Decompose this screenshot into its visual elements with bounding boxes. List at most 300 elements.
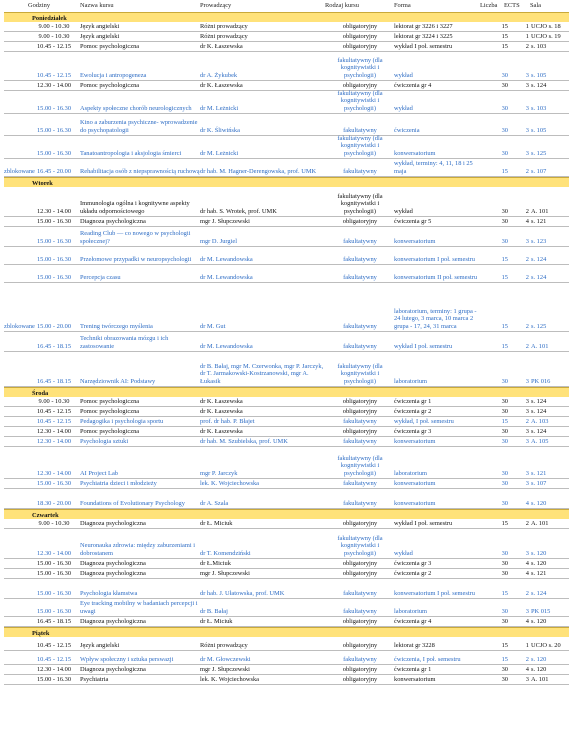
row-type: obligatoryjny: [342, 22, 378, 30]
row-form: wykład: [394, 71, 413, 79]
row-ects: 1: [525, 22, 529, 30]
row-form: wykład I poł. semestru: [394, 342, 453, 350]
row-type: fakultatywny: [343, 342, 377, 350]
header-ects: ECTS: [504, 2, 520, 9]
row-form: ćwiczenia gr 2: [394, 569, 432, 577]
row-form: konwersatorium: [394, 237, 436, 245]
row-form: wykład I poł. semestru: [394, 42, 453, 50]
table-row: [4, 665, 569, 675]
row-type: fakultatywny (dla kognitywistki i psychologii): [337, 90, 383, 112]
row-time: 10.45 - 12.15: [36, 407, 72, 415]
row-room: s. 123: [531, 237, 547, 245]
row-type: obligatoryjny: [342, 81, 378, 89]
row-ects: 3: [525, 71, 529, 79]
row-count: 15: [501, 589, 508, 597]
row-count: 30: [501, 607, 508, 615]
row-count: 15: [501, 655, 508, 663]
table-row: [4, 352, 569, 387]
row-count: 30: [501, 126, 508, 134]
row-ects: 3: [525, 81, 529, 89]
row-ects: 4: [525, 569, 529, 577]
table-header: [0, 0, 573, 12]
row-ects: 2: [525, 207, 529, 215]
row-count: 15: [501, 322, 508, 330]
row-teacher: mgr J. Słupczewski: [200, 665, 250, 673]
day-header: [4, 12, 569, 22]
table-row: [4, 187, 569, 217]
row-room: A. 103: [531, 417, 549, 425]
row-time: 15.00 - 16.30: [36, 126, 72, 134]
row-room: UCJO s. 18: [531, 22, 561, 30]
row-course: Język angielski: [80, 32, 120, 40]
row-form: ćwiczenia gr 2: [394, 407, 432, 415]
row-form: laboratorium: [394, 469, 428, 477]
row-time: 9.00 - 10.30: [38, 32, 70, 40]
row-time: 15.00 - 16.30: [36, 559, 72, 567]
row-room: s. 124: [531, 255, 547, 263]
row-form: konwersatorium: [394, 675, 436, 683]
row-count: 30: [501, 104, 508, 112]
row-room: s. 105: [531, 126, 547, 134]
table-row: [4, 91, 569, 114]
row-count: 30: [501, 499, 508, 507]
row-type: fakultatywny: [343, 589, 377, 597]
table-row: [4, 247, 569, 265]
row-count: 15: [501, 22, 508, 30]
row-form: ćwiczenia gr 4: [394, 81, 432, 89]
row-type: fakultatywny: [343, 126, 377, 134]
day-name: Piątek: [32, 629, 50, 637]
row-teacher: dr M. Leżnicki: [200, 149, 239, 157]
row-time: 12.30 - 14.00: [36, 207, 72, 215]
row-teacher: dr A. Żykubek: [200, 71, 238, 79]
row-room: s. 120: [531, 499, 547, 507]
row-teacher: dr M. Głowczewski: [200, 655, 251, 663]
row-teacher: dr hab. S. Wrotek, prof. UMK: [200, 207, 277, 215]
row-course: Diagnoza psychologiczna: [80, 559, 146, 567]
row-room: s. 120: [531, 665, 547, 673]
row-type: obligatoryjny: [342, 42, 378, 50]
row-ects: 4: [525, 499, 529, 507]
row-course: Język angielski: [80, 641, 120, 649]
row-type: fakultatywny: [343, 437, 377, 445]
row-ects: 2: [525, 519, 529, 527]
table-row: [4, 32, 569, 42]
row-type: fakultatywny: [343, 273, 377, 281]
row-form: laboratorium: [394, 377, 428, 385]
row-type: obligatoryjny: [342, 407, 378, 415]
row-teacher: dr B. Bałaj, mgr M. Czerwonka, mgr P. Jarczyk, dr T. Jarmakowski-Kostrzanowski, mgr A. Łukasik: [200, 363, 324, 385]
row-teacher: Różni prowadzący: [200, 22, 248, 30]
row-count: 30: [501, 397, 508, 405]
row-teacher: dr Ł.Miciuk: [200, 559, 231, 567]
row-ects: 2: [525, 589, 529, 597]
row-count: 15: [501, 167, 508, 175]
row-time: 15.00 - 16.30: [36, 675, 72, 683]
row-count: 30: [501, 675, 508, 683]
row-form: lektorat gr 3224 i 3225: [394, 32, 453, 40]
row-teacher: dr M. Lewandowska: [200, 342, 253, 350]
table-row: [4, 637, 569, 651]
row-type: fakultatywny (dla kognitywistki i psychologii): [337, 135, 383, 157]
row-teacher: mgr P. Jarczyk: [200, 469, 238, 477]
row-teacher: lek. K. Wojciechowska: [200, 479, 259, 487]
row-teacher: prof. dr hab. P. Błajet: [200, 417, 255, 425]
row-ects: 3: [525, 237, 529, 245]
row-course: Psychologia kłamstwa: [80, 589, 138, 597]
row-teacher: dr Ł. Miciuk: [200, 519, 233, 527]
row-room: s. 124: [531, 81, 547, 89]
row-teacher: dr hab. M. Szubielska, prof. UMK: [200, 437, 288, 445]
row-form: wykład, terminy: 4, 11, 18 i 25 maja: [394, 160, 473, 175]
row-type: fakultatywny (dla kognitywistki i psychologii): [337, 193, 383, 215]
row-type: fakultatywny: [343, 655, 377, 663]
row-room: s. 121: [531, 569, 547, 577]
row-count: 30: [501, 407, 508, 415]
row-form: wykład: [394, 207, 413, 215]
header-room: Sala: [530, 2, 542, 9]
row-time: 15.00 - 16.30: [36, 149, 72, 157]
row-count: 30: [501, 569, 508, 577]
row-room: A. 105: [531, 437, 549, 445]
row-type: obligatoryjny: [342, 617, 378, 625]
row-type: fakultatywny (dla kognitywistki i psychologii): [337, 57, 383, 79]
row-type: obligatoryjny: [342, 397, 378, 405]
row-form: ćwiczenia: [394, 126, 420, 134]
table-row: [4, 479, 569, 489]
row-room: s. 125: [531, 322, 547, 330]
row-time: 15.00 - 16.30: [36, 479, 72, 487]
row-count: 30: [501, 377, 508, 385]
row-time: 16.45 - 20.00: [36, 167, 72, 175]
row-room: s. 105: [531, 71, 547, 79]
row-ects: 3: [525, 397, 529, 405]
row-type: fakultatywny (dla kognitywistki i psychologii): [337, 455, 383, 477]
row-type: obligatoryjny: [342, 519, 378, 527]
row-course: Język angielski: [80, 22, 120, 30]
row-form: wykład I poł. semestru: [394, 519, 453, 527]
row-form: ćwiczenia gr 1: [394, 665, 432, 673]
table-row: [4, 675, 569, 685]
table-row: [4, 437, 569, 447]
row-room: A. 101: [531, 519, 549, 527]
table-row: [4, 332, 569, 352]
row-type: obligatoryjny: [342, 427, 378, 435]
row-form: konwersatorium: [394, 479, 436, 487]
row-form: lektorat gr 3226 i 3227: [394, 22, 453, 30]
row-course: Diagnoza psychologiczna: [80, 217, 146, 225]
day-header: [4, 509, 569, 519]
row-count: 30: [501, 549, 508, 557]
day-name: Czwartek: [32, 511, 59, 519]
row-time: 15.00 - 16.30: [36, 104, 72, 112]
row-count: 15: [501, 519, 508, 527]
table-row: [4, 136, 569, 159]
row-time: 10.45 - 12.15: [36, 42, 72, 50]
row-type: fakultatywny: [343, 607, 377, 615]
row-time: 10.45 - 12.15: [36, 655, 72, 663]
row-time: 9.00 - 10.30: [38, 22, 70, 30]
row-time: 15.00 - 16.30: [36, 255, 72, 263]
row-course: Wpływ społeczny i sztuka perswazji: [80, 655, 174, 663]
row-time: 10.45 - 12.15: [36, 417, 72, 425]
row-ects: 2: [525, 342, 529, 350]
day-name: Wtorek: [32, 179, 53, 187]
row-form: ćwiczenia gr 4: [394, 617, 432, 625]
row-count: 30: [501, 81, 508, 89]
table-row: [4, 427, 569, 437]
row-ects: 4: [525, 217, 529, 225]
row-time: 15.00 - 16.30: [36, 273, 72, 281]
row-count: 15: [501, 42, 508, 50]
table-row: [4, 283, 569, 332]
row-count: 15: [501, 641, 508, 649]
row-teacher: dr hab. J. Ułatowska, prof. UMK: [200, 589, 285, 597]
row-time: 9.00 - 10.30: [38, 397, 70, 405]
row-course: Diagnoza psychologiczna: [80, 569, 146, 577]
table-row: [4, 81, 569, 91]
header-teacher: Prowadzący: [200, 2, 232, 9]
row-form: ćwiczenia gr 3: [394, 427, 432, 435]
row-room: s. 121: [531, 217, 547, 225]
row-course: Rehabilitacja osób z niepsprawnością ruchową: [80, 167, 200, 175]
row-type: fakultatywny: [343, 499, 377, 507]
row-teacher: dr K. Łaszewska: [200, 81, 243, 89]
row-teacher: dr M. Leżnicki: [200, 104, 239, 112]
row-course: Aspekty społeczne chorób neurologicznych: [80, 104, 192, 112]
row-course: AI Project Lab: [80, 469, 118, 477]
row-ects: 2: [525, 167, 529, 175]
row-time: 12.30 - 14.00: [36, 665, 72, 673]
row-room: s. 124: [531, 407, 547, 415]
row-teacher: dr Ł. Miciuk: [200, 617, 233, 625]
day-header: [4, 627, 569, 637]
row-form: konwersatorium II poł. semestru: [394, 273, 478, 281]
table-row: [4, 397, 569, 407]
row-form: lektorat gr 3228: [394, 641, 435, 649]
row-form: wykład: [394, 549, 413, 557]
row-teacher: dr M. Gut: [200, 322, 226, 330]
row-room: s. 120: [531, 655, 547, 663]
row-ects: 3: [525, 104, 529, 112]
row-room: s. 124: [531, 427, 547, 435]
table-row: [4, 42, 569, 52]
row-form: ćwiczenia gr 1: [394, 397, 432, 405]
row-form: konwersatorium: [394, 437, 436, 445]
table-row: [4, 529, 569, 559]
row-room: s. 124: [531, 273, 547, 281]
row-form: konwersatorium: [394, 499, 436, 507]
row-ects: 3: [525, 549, 529, 557]
row-course: Pomoc psychologiczna: [80, 42, 140, 50]
row-teacher: Różni prowadzący: [200, 32, 248, 40]
row-type: obligatoryjny: [342, 675, 378, 683]
row-ects: 2: [525, 255, 529, 263]
row-room: UCJO s. 20: [531, 641, 561, 649]
table-row: [4, 447, 569, 479]
row-ects: 4: [525, 559, 529, 567]
row-room: s. 107: [531, 479, 547, 487]
row-form: ćwiczenia, I poł. semestru: [394, 655, 461, 663]
day-name: Środa: [32, 389, 49, 397]
row-course: Neuronauka zdrowia: między zaburzeniami i dobrostanem: [80, 542, 195, 557]
row-time: 15.00 - 16.30: [36, 237, 72, 245]
row-course: Narzędziownik AI: Podstawy: [80, 377, 156, 385]
row-ects: 3: [525, 427, 529, 435]
row-teacher: dr hab. M. Hagner-Derengowska, prof. UMK: [200, 167, 317, 175]
row-count: 30: [501, 469, 508, 477]
row-course: Przełomowe przypadki w neuropsychologii: [80, 255, 192, 263]
header-course: Nazwa kursu: [80, 2, 114, 9]
row-ects: 2: [525, 273, 529, 281]
row-course: Trening twórczego myślenia: [80, 322, 153, 330]
row-type: obligatoryjny: [342, 559, 378, 567]
row-ects: 3: [525, 675, 529, 683]
row-course: Diagnoza psychologiczna: [80, 519, 146, 527]
row-room: PK 015: [531, 607, 551, 615]
header-count: Liczba: [480, 2, 498, 9]
row-form: ćwiczenia gr 5: [394, 217, 432, 225]
row-teacher: mgr J. Słupczewski: [200, 217, 250, 225]
row-course: Eye tracking mobilny w badaniach percepcji i uwagi: [80, 600, 198, 615]
row-type: fakultatywny: [343, 479, 377, 487]
row-type: fakultatywny: [343, 322, 377, 330]
row-teacher: dr M. Lewandowska: [200, 255, 253, 263]
row-count: 30: [501, 217, 508, 225]
row-form: laboratorium, terminy: 1 grupa - 24 lutego, 3 marca, 10 marca 2 grupa - 17, 24, 31 marca: [394, 308, 477, 330]
row-count: 30: [501, 71, 508, 79]
row-room: A. 101: [531, 342, 549, 350]
row-room: s. 120: [531, 549, 547, 557]
row-count: 30: [501, 437, 508, 445]
row-room: s. 124: [531, 589, 547, 597]
row-course: Psychiatria dzieci i młodzieży: [80, 479, 157, 487]
day-header: [4, 177, 569, 187]
row-course: Diagnoza psychologiczna: [80, 665, 146, 673]
row-course: Techniki obrazowania mózgu i ich zastosowanie: [80, 335, 169, 350]
row-room: s. 120: [531, 617, 547, 625]
row-time: 15.00 - 16.30: [36, 607, 72, 615]
row-ects: 3: [525, 607, 529, 615]
row-form: konwersatorium I poł. semestru: [394, 255, 475, 263]
row-ects: 3: [525, 407, 529, 415]
row-course: Tanatoantropologia i aksjologia śmierci: [80, 149, 182, 157]
row-time: 10.45 - 12.15: [36, 641, 72, 649]
row-count: 30: [501, 237, 508, 245]
table-row: [4, 569, 569, 579]
row-count: 30: [501, 207, 508, 215]
row-ects: 3: [525, 126, 529, 134]
row-room: s. 103: [531, 104, 547, 112]
header-type: Rodzaj kursu: [325, 2, 359, 9]
row-teacher: dr K. Łaszewska: [200, 397, 243, 405]
row-teacher: mgr J. Słupczewski: [200, 569, 250, 577]
row-room: A. 101: [531, 207, 549, 215]
row-course: Pomoc psychologiczna: [80, 427, 140, 435]
row-room: s. 103: [531, 42, 547, 50]
row-time: 10.45 - 12.15: [36, 71, 72, 79]
table-row: [4, 417, 569, 427]
row-room: PK 016: [531, 377, 551, 385]
table-row: [4, 489, 569, 509]
row-ects: 3: [525, 469, 529, 477]
table-row: [4, 519, 569, 529]
row-count: 30: [501, 665, 508, 673]
row-teacher: dr K. Łaszewska: [200, 407, 243, 415]
row-block-note: zblokowane: [4, 322, 35, 330]
row-type: fakultatywny (dla kognitywistki i psychologii): [337, 363, 383, 385]
row-time: 16.45 - 18.15: [36, 342, 72, 350]
row-type: fakultatywny: [343, 167, 377, 175]
table-row: [4, 559, 569, 569]
table-row: [4, 651, 569, 665]
row-room: s. 107: [531, 167, 547, 175]
row-time: 12.30 - 14.00: [36, 427, 72, 435]
row-course: Reading Club — co nowego w psychologii społecznej?: [80, 230, 191, 245]
row-time: 15.00 - 20.00: [36, 322, 72, 330]
row-course: Ewolucja i antropogeneza: [80, 71, 147, 79]
row-form: konwersatorium: [394, 149, 436, 157]
row-type: fakultatywny: [343, 417, 377, 425]
row-form: laboratorium: [394, 607, 428, 615]
table-row: [4, 265, 569, 283]
table-row: [4, 159, 569, 177]
row-time: 15.00 - 16.30: [36, 217, 72, 225]
row-type: obligatoryjny: [342, 217, 378, 225]
row-type: fakultatywny: [343, 237, 377, 245]
row-ects: 1: [525, 32, 529, 40]
row-teacher: dr K. Śliwińska: [200, 126, 240, 134]
row-form: ćwiczenia gr 3: [394, 559, 432, 567]
day-name: Poniedziałek: [32, 14, 67, 22]
row-count: 30: [501, 479, 508, 487]
row-form: wykład, I poł. semestru: [394, 417, 454, 425]
row-ects: 3: [525, 437, 529, 445]
day-header: [4, 387, 569, 397]
table-row: [4, 22, 569, 32]
row-course: Pomoc psychologiczna: [80, 407, 140, 415]
row-count: 15: [501, 342, 508, 350]
row-course: Diagnoza psychologiczna: [80, 617, 146, 625]
row-course: Pedagogika i psychologia sportu: [80, 417, 164, 425]
table-row: [4, 52, 569, 81]
row-count: 15: [501, 32, 508, 40]
table-row: [4, 217, 569, 227]
table-row: [4, 599, 569, 617]
row-type: obligatoryjny: [342, 569, 378, 577]
row-teacher: mgr D. Jurgiel: [200, 237, 237, 245]
row-ects: 2: [525, 322, 529, 330]
row-ects: 2: [525, 417, 529, 425]
row-time: 16.45 - 18.15: [36, 377, 72, 385]
row-time: 12.30 - 14.00: [36, 469, 72, 477]
header-time: Godziny: [28, 2, 51, 9]
row-room: s. 125: [531, 149, 547, 157]
row-teacher: dr A. Szala: [200, 499, 229, 507]
table-row: [4, 227, 569, 247]
row-count: 15: [501, 255, 508, 263]
row-count: 30: [501, 427, 508, 435]
row-type: fakultatywny (dla kognitywistki i psychologii): [337, 535, 383, 557]
row-count: 30: [501, 149, 508, 157]
table-row: [4, 579, 569, 599]
row-count: 15: [501, 417, 508, 425]
row-teacher: dr B. Bałaj: [200, 607, 228, 615]
table-row: [4, 617, 569, 627]
row-ects: 2: [525, 42, 529, 50]
row-time: 18.30 - 20.00: [36, 499, 72, 507]
row-course: Psychiatria: [80, 675, 109, 683]
